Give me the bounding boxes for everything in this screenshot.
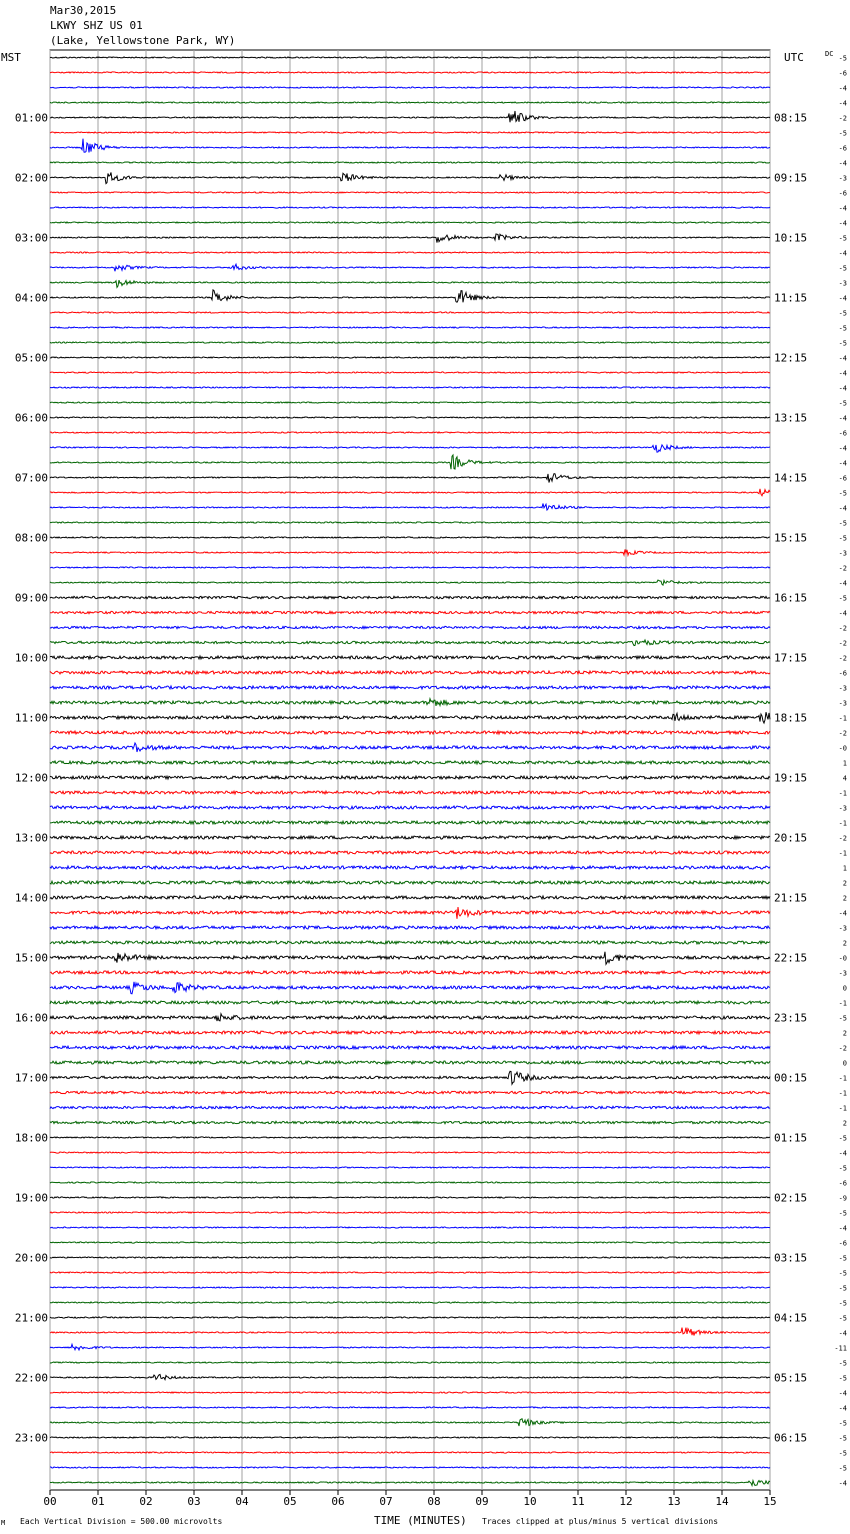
- x-tick-label: 06: [331, 1495, 345, 1508]
- seismic-trace: [50, 1121, 770, 1123]
- dc-offset-label: -1: [838, 789, 847, 798]
- mst-hour-label: 03:00: [14, 231, 48, 245]
- dc-offset-label: -5: [838, 489, 847, 498]
- dc-offset-label: -4: [838, 909, 847, 918]
- dc-offset-label: -4: [838, 504, 847, 513]
- x-tick-label: 03: [187, 1495, 201, 1508]
- mst-hour-label: 10:00: [14, 651, 48, 665]
- mst-hour-label: 09:00: [14, 591, 48, 605]
- utc-hour-label: 09:15: [774, 171, 808, 185]
- dc-offset-label: -2: [838, 729, 847, 738]
- seismic-trace: [50, 791, 770, 794]
- seismic-trace: [50, 580, 770, 585]
- dc-offset-label: -4: [838, 1389, 847, 1398]
- dc-offset-label: -6: [838, 474, 847, 483]
- dc-offset-label: -4: [838, 459, 847, 468]
- dc-offset-label: -3: [838, 804, 847, 813]
- dc-offset-label: -1: [838, 714, 847, 723]
- dc-offset-label: 1: [842, 864, 847, 873]
- seismic-trace: [50, 1106, 770, 1108]
- seismic-trace: [50, 222, 770, 223]
- seismic-trace: [50, 207, 770, 208]
- utc-hour-label: 22:15: [774, 951, 808, 965]
- dc-offset-label: -2: [838, 564, 847, 573]
- clip-note: Traces clipped at plus/minus 5 vertical divisions: [482, 1517, 719, 1526]
- seismic-trace: [50, 881, 770, 884]
- mst-hour-label: 13:00: [14, 831, 48, 845]
- dc-label: DC: [825, 50, 834, 58]
- dc-offset-label: -5: [838, 1374, 847, 1383]
- dc-offset-label: -4: [838, 444, 847, 453]
- seismic-trace: [50, 1437, 770, 1438]
- dc-offset-label: 2: [842, 1119, 847, 1128]
- x-tick-label: 10: [523, 1495, 537, 1508]
- seismic-trace: [50, 139, 770, 153]
- seismic-trace: [50, 445, 770, 452]
- dc-offset-label: -5: [838, 1209, 847, 1218]
- mst-hour-label: 16:00: [14, 1011, 48, 1025]
- mst-hour-label: 18:00: [14, 1131, 48, 1145]
- seismic-trace: [50, 387, 770, 388]
- dc-offset-label: -5: [838, 399, 847, 408]
- utc-hour-label: 04:15: [774, 1311, 808, 1325]
- dc-offset-label: -2: [838, 654, 847, 663]
- seismic-trace: [50, 686, 770, 689]
- utc-hour-label: 19:15: [774, 771, 808, 785]
- dc-offset-label: -4: [838, 579, 847, 588]
- mst-hour-label: 01:00: [14, 111, 48, 125]
- dc-offset-label: -5: [838, 1449, 847, 1458]
- seismic-trace: [50, 971, 770, 974]
- dc-offset-label: -5: [838, 594, 847, 603]
- mst-hour-label: 19:00: [14, 1191, 48, 1205]
- seismic-trace: [50, 87, 770, 88]
- x-tick-label: 13: [667, 1495, 681, 1508]
- dc-offset-label: -2: [838, 114, 847, 123]
- dc-offset-label: -5: [838, 324, 847, 333]
- dc-offset-label: -6: [838, 1239, 847, 1248]
- seismic-trace: [50, 1001, 770, 1004]
- seismic-trace: [50, 192, 770, 193]
- mst-hour-label: 20:00: [14, 1251, 48, 1265]
- dc-offset-label: -4: [838, 369, 847, 378]
- seismic-trace: [50, 640, 770, 646]
- seismic-trace: [50, 821, 770, 824]
- x-tick-label: 12: [619, 1495, 633, 1508]
- seismic-trace: [50, 1317, 770, 1318]
- utc-hour-label: 08:15: [774, 111, 808, 125]
- seismic-trace: [50, 982, 770, 994]
- seismic-trace: [50, 1481, 770, 1486]
- dc-offset-label: -1: [838, 1089, 847, 1098]
- dc-offset-label: -3: [838, 684, 847, 693]
- x-tick-label: 00: [43, 1495, 57, 1508]
- seismic-trace: [50, 656, 770, 659]
- seismic-trace: [50, 866, 770, 869]
- seismic-trace: [50, 172, 770, 183]
- seismic-trace: [50, 626, 770, 628]
- utc-hour-label: 18:15: [774, 711, 808, 725]
- x-tick-label: 02: [139, 1495, 153, 1508]
- utc-hour-label: 06:15: [774, 1431, 808, 1445]
- seismic-trace: [50, 1182, 770, 1183]
- seismic-trace: [50, 1046, 770, 1049]
- seismic-trace: [50, 280, 770, 287]
- mst-hour-label: 07:00: [14, 471, 48, 485]
- dc-offset-label: -0: [838, 954, 847, 963]
- dc-offset-label: -4: [838, 1479, 847, 1488]
- seismic-trace: [50, 234, 770, 243]
- station-location: (Lake, Yellowstone Park, WY): [50, 34, 236, 47]
- dc-offset-label: -4: [838, 1329, 847, 1338]
- corner-mark: M: [1, 1519, 6, 1527]
- seismic-trace: [50, 952, 770, 965]
- mst-hour-label: 17:00: [14, 1071, 48, 1085]
- x-tick-label: 15: [763, 1495, 777, 1508]
- seismic-trace: [50, 432, 770, 433]
- seismic-trace: [50, 357, 770, 358]
- seismic-trace: [50, 731, 770, 734]
- seismic-trace: [50, 312, 770, 313]
- seismic-trace: [50, 1227, 770, 1228]
- dc-offset-label: -3: [838, 924, 847, 933]
- dc-offset-label: -5: [838, 1299, 847, 1308]
- dc-offset-label: -5: [838, 534, 847, 543]
- utc-hour-label: 16:15: [774, 591, 808, 605]
- dc-offset-label: -5: [838, 1284, 847, 1293]
- mst-hour-label: 02:00: [14, 171, 48, 185]
- seismic-trace: [50, 1272, 770, 1273]
- seismic-trace: [50, 806, 770, 809]
- dc-offset-label: 2: [842, 894, 847, 903]
- seismic-trace: [50, 455, 770, 469]
- seismic-trace: [50, 111, 770, 122]
- seismic-trace: [50, 1242, 770, 1243]
- utc-hour-label: 23:15: [774, 1011, 808, 1025]
- dc-offset-label: -2: [838, 624, 847, 633]
- x-tick-label: 08: [427, 1495, 441, 1508]
- seismic-trace: [50, 290, 770, 302]
- seismic-trace: [50, 504, 770, 510]
- seismic-trace: [50, 836, 770, 839]
- seismic-trace: [50, 489, 770, 496]
- seismic-trace: [50, 549, 770, 555]
- mst-hour-label: 05:00: [14, 351, 48, 365]
- dc-offset-label: -4: [838, 219, 847, 228]
- dc-offset-label: -4: [838, 414, 847, 423]
- seismic-trace: [50, 1362, 770, 1363]
- dc-offset-label: -4: [838, 204, 847, 213]
- dc-offset-label: -3: [838, 549, 847, 558]
- seismic-trace: [50, 907, 770, 919]
- dc-offset-label: -6: [838, 1179, 847, 1188]
- dc-offset-label: -4: [838, 354, 847, 363]
- dc-offset-label: -1: [838, 999, 847, 1008]
- seismic-trace: [50, 896, 770, 899]
- mst-hour-label: 21:00: [14, 1311, 48, 1325]
- seismic-trace: [50, 1419, 770, 1426]
- dc-offset-label: -5: [838, 1014, 847, 1023]
- dc-offset-label: -1: [838, 819, 847, 828]
- mst-hour-label: 14:00: [14, 891, 48, 905]
- utc-hour-label: 17:15: [774, 651, 808, 665]
- dc-offset-label: -1: [838, 1074, 847, 1083]
- x-tick-label: 05: [283, 1495, 297, 1508]
- dc-offset-label: -4: [838, 249, 847, 258]
- seismic-trace: [50, 743, 770, 752]
- plot-frame: [50, 50, 770, 1490]
- dc-offset-label: -5: [838, 1314, 847, 1323]
- mst-hour-label: 08:00: [14, 531, 48, 545]
- seismic-trace: [50, 1061, 770, 1064]
- seismic-trace: [50, 417, 770, 418]
- x-tick-label: 07: [379, 1495, 393, 1508]
- seismic-trace: [50, 57, 770, 58]
- seismic-trace: [50, 851, 770, 854]
- dc-offset-label: -4: [838, 1149, 847, 1158]
- seismic-trace: [50, 1392, 770, 1393]
- seismic-trace: [50, 474, 770, 483]
- seismic-trace: [50, 1091, 770, 1093]
- dc-offset-label: -6: [838, 189, 847, 198]
- seismic-trace: [50, 327, 770, 328]
- mst-hour-label: 04:00: [14, 291, 48, 305]
- dc-offset-label: -4: [838, 99, 847, 108]
- seismic-trace: [50, 1152, 770, 1153]
- x-axis-title: TIME (MINUTES): [374, 1514, 467, 1527]
- seismic-trace: [50, 776, 770, 779]
- seismic-trace: [50, 162, 770, 163]
- seismic-trace: [50, 699, 770, 706]
- seismic-trace: [50, 1197, 770, 1198]
- utc-hour-label: 11:15: [774, 291, 808, 305]
- dc-offset-label: 0: [842, 1059, 847, 1068]
- dc-offset-label: 2: [842, 1029, 847, 1038]
- seismic-trace: [50, 1167, 770, 1168]
- dc-offset-label: -6: [838, 69, 847, 78]
- dc-offset-label: -5: [838, 339, 847, 348]
- utc-hour-label: 21:15: [774, 891, 808, 905]
- seismic-trace: [50, 926, 770, 929]
- seismic-trace: [50, 102, 770, 103]
- utc-hour-label: 02:15: [774, 1191, 808, 1205]
- seismic-trace: [50, 1071, 770, 1084]
- dc-offset-label: -1: [838, 849, 847, 858]
- utc-hour-label: 12:15: [774, 351, 808, 365]
- dc-offset-label: -5: [838, 54, 847, 63]
- utc-axis-title: UTC: [784, 51, 804, 64]
- seismic-trace: [50, 941, 770, 944]
- dc-offset-label: -0: [838, 744, 847, 753]
- mst-hour-label: 06:00: [14, 411, 48, 425]
- dc-offset-label: -11: [834, 1344, 847, 1353]
- dc-offset-label: -5: [838, 129, 847, 138]
- mst-hour-label: 23:00: [14, 1431, 48, 1445]
- dc-offset-label: 2: [842, 879, 847, 888]
- utc-hour-label: 01:15: [774, 1131, 808, 1145]
- mst-hour-label: 11:00: [14, 711, 48, 725]
- mst-hour-label: 22:00: [14, 1371, 48, 1385]
- dc-offset-label: 0: [842, 984, 847, 993]
- x-tick-label: 09: [475, 1495, 489, 1508]
- utc-hour-label: 14:15: [774, 471, 808, 485]
- dc-offset-label: -3: [838, 699, 847, 708]
- utc-hour-label: 05:15: [774, 1371, 808, 1385]
- dc-offset-label: 4: [842, 774, 847, 783]
- seismic-trace: [50, 1328, 770, 1336]
- dc-offset-label: -4: [838, 1224, 847, 1233]
- seismic-trace: [50, 1137, 770, 1138]
- seismic-trace: [50, 264, 770, 271]
- dc-offset-label: -5: [838, 309, 847, 318]
- dc-offset-label: -3: [838, 174, 847, 183]
- mst-hour-label: 15:00: [14, 951, 48, 965]
- seismic-trace: [50, 611, 770, 613]
- dc-offset-label: -4: [838, 1404, 847, 1413]
- dc-offset-label: -5: [838, 264, 847, 273]
- dc-offset-label: 1: [842, 759, 847, 768]
- seismic-trace: [50, 342, 770, 343]
- dc-offset-label: -2: [838, 834, 847, 843]
- dc-offset-label: -5: [838, 1254, 847, 1263]
- dc-offset-label: -4: [838, 609, 847, 618]
- seismic-trace: [50, 596, 770, 598]
- utc-hour-label: 13:15: [774, 411, 808, 425]
- dc-offset-label: -2: [838, 1044, 847, 1053]
- dc-offset-label: -4: [838, 384, 847, 393]
- seismic-trace: [50, 1014, 770, 1021]
- dc-offset-label: -6: [838, 669, 847, 678]
- utc-hour-label: 03:15: [774, 1251, 808, 1265]
- seismic-trace: [50, 72, 770, 73]
- dc-offset-label: -4: [838, 159, 847, 168]
- seismic-trace: [50, 1467, 770, 1468]
- dc-offset-label: -6: [838, 144, 847, 153]
- utc-hour-label: 00:15: [774, 1071, 808, 1085]
- dc-offset-label: 2: [842, 939, 847, 948]
- dc-offset-label: -2: [838, 639, 847, 648]
- seismic-trace: [50, 252, 770, 253]
- seismic-trace: [50, 1452, 770, 1453]
- seismic-trace: [50, 537, 770, 538]
- mst-axis-title: MST: [1, 51, 21, 64]
- seismic-trace: [50, 1302, 770, 1303]
- dc-offset-label: -6: [838, 429, 847, 438]
- dc-offset-label: -5: [838, 1269, 847, 1278]
- dc-offset-label: -4: [838, 294, 847, 303]
- utc-hour-label: 15:15: [774, 531, 808, 545]
- utc-hour-label: 20:15: [774, 831, 808, 845]
- seismic-trace: [50, 1257, 770, 1258]
- seismic-trace: [50, 1031, 770, 1034]
- x-tick-label: 14: [715, 1495, 729, 1508]
- division-note: Each Vertical Division = 500.00 microvolts: [20, 1517, 223, 1526]
- dc-offset-label: -5: [838, 1419, 847, 1428]
- x-tick-label: 04: [235, 1495, 249, 1508]
- seismic-trace: [50, 1344, 770, 1350]
- seismic-trace: [50, 372, 770, 373]
- dc-offset-label: -3: [838, 969, 847, 978]
- seismic-trace: [50, 1375, 770, 1380]
- dc-offset-label: -5: [838, 1134, 847, 1143]
- dc-offset-label: -4: [838, 84, 847, 93]
- dc-offset-label: -5: [838, 1464, 847, 1473]
- plot-date: Mar30,2015: [50, 4, 117, 17]
- seismic-trace: [50, 761, 770, 764]
- mst-hour-label: 12:00: [14, 771, 48, 785]
- dc-offset-label: -5: [838, 519, 847, 528]
- seismic-trace: [50, 567, 770, 568]
- station-name: LKWY SHZ US 01: [50, 19, 143, 32]
- utc-hour-label: 10:15: [774, 231, 808, 245]
- dc-offset-label: -3: [838, 279, 847, 288]
- dc-offset-label: -5: [838, 1164, 847, 1173]
- seismic-trace: [50, 671, 770, 674]
- seismic-trace: [50, 132, 770, 133]
- seismic-trace: [50, 522, 770, 523]
- x-tick-label: 11: [571, 1495, 585, 1508]
- seismic-trace: [50, 1212, 770, 1213]
- x-tick-label: 01: [91, 1495, 105, 1508]
- dc-offset-label: -5: [838, 234, 847, 243]
- dc-offset-label: -5: [838, 1434, 847, 1443]
- dc-offset-label: -1: [838, 1104, 847, 1113]
- seismic-trace: [50, 402, 770, 403]
- dc-offset-label: -9: [838, 1194, 847, 1203]
- dc-offset-label: -5: [838, 1359, 847, 1368]
- seismic-trace: [50, 1407, 770, 1408]
- seismic-trace: [50, 712, 770, 723]
- seismic-trace: [50, 1287, 770, 1288]
